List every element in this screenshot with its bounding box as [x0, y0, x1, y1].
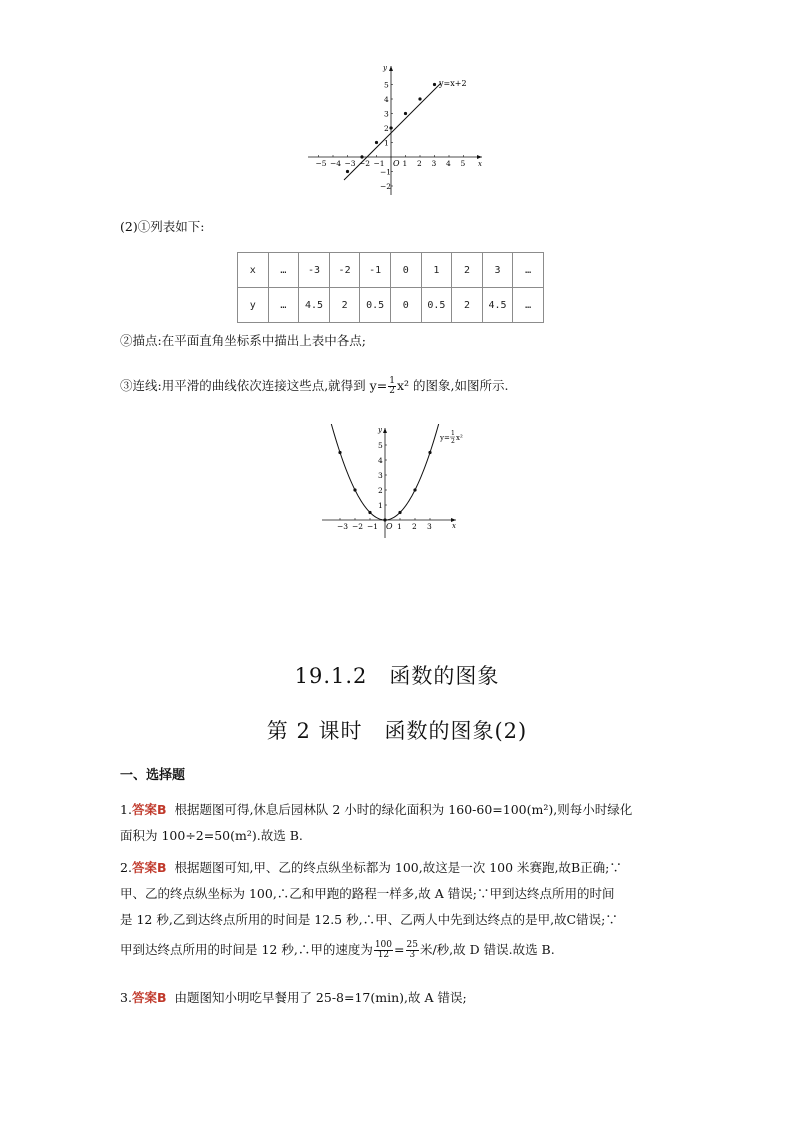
figure-parabola-graph	[316, 424, 466, 540]
table-cell: 2	[329, 288, 360, 323]
curve-label-prefix: y=	[440, 434, 450, 442]
heading-choice: 一、选择题	[120, 768, 186, 783]
answer-line: 甲、乙的终点纵坐标为 100,∴乙和甲跑的路程一样多,故 A 错误;∵甲到达终点所用的时间	[120, 886, 615, 901]
question-2-answer	[120, 855, 680, 963]
y-tick-label: 4	[384, 95, 389, 104]
table-cell: …	[268, 288, 299, 323]
question-number: 2.	[120, 860, 132, 875]
y-tick-label: 1	[378, 501, 383, 510]
table-cell: 0.5	[421, 288, 452, 323]
table-cell: …	[513, 288, 544, 323]
part2-intro: (2)①列表如下:	[120, 219, 205, 234]
y-axis-arrow-icon	[389, 66, 393, 71]
table-cell: 1	[421, 253, 452, 288]
section-title: 19.1.2 函数的图象	[294, 664, 500, 688]
y-axis-label: y	[383, 64, 387, 72]
x-axis-label: x	[478, 160, 482, 168]
plot-point	[433, 83, 436, 86]
y-tick-label: 5	[384, 80, 389, 90]
step3-prefix: ③连线:用平滑的曲线依次连接这些点,就得到 y=	[120, 378, 388, 393]
answer-text: 由题图知小明吃早餐用了 25-8=17(min),故 A 错误;	[174, 990, 467, 1005]
x-tick-label: 2	[417, 159, 422, 168]
y-tick-label: 5	[378, 441, 383, 450]
x-tick-label: −1	[373, 159, 385, 168]
y-axis-label: y	[378, 426, 382, 434]
fraction-one-half: $\frac{1}{2}$	[389, 376, 395, 396]
table-cell: -2	[329, 253, 360, 288]
answer-choice: B	[156, 990, 167, 1005]
y-tick-label: 3	[378, 471, 383, 480]
answer-tag: 答案	[131, 860, 157, 875]
step2-text: ②描点:在平面直角坐标系中描出上表中各点;	[120, 333, 366, 348]
table-cell: -1	[360, 253, 391, 288]
x-tick-label: 1	[397, 522, 402, 531]
plot-point	[368, 511, 371, 514]
x-tick-label: 1	[402, 159, 408, 168]
answer-choice: B	[156, 802, 167, 817]
figure-linear-graph	[300, 60, 500, 200]
lesson-title: 第 2 课时 函数的图象(2)	[266, 719, 528, 743]
x-axis-label: x	[452, 522, 456, 530]
answer-line	[120, 855, 680, 881]
answer-tag: 答案	[131, 802, 157, 817]
plot-point	[353, 488, 356, 491]
x-tick-label: −2	[359, 159, 371, 168]
fraction-100-over-12: $\frac{100}{12}$	[374, 940, 393, 960]
table-cell: 0.5	[360, 288, 391, 323]
answer-tag: 答案	[131, 990, 157, 1005]
x-tick-label: 3	[427, 522, 432, 531]
answer-line: 是 12 秒,乙到达终点所用的时间是 12.5 秒,∴甲、乙两人中先到达终点的是甲,故C错误;∵	[120, 912, 618, 927]
plot-point	[418, 97, 421, 100]
question-1-answer	[120, 797, 680, 849]
plot-point	[375, 141, 378, 144]
answer-choice: B	[156, 860, 167, 875]
plot-point	[338, 451, 341, 454]
table-cell: …	[268, 253, 299, 288]
origin-label: O	[386, 522, 393, 531]
table-cell: 3	[482, 253, 513, 288]
x-tick-label: −5	[315, 159, 327, 168]
x-tick-label: −1	[367, 522, 379, 531]
curve-label-suffix: x²	[456, 434, 463, 442]
x-axis-arrow-icon	[477, 155, 482, 159]
table-cell: y	[238, 288, 269, 323]
answer-line: 面积为 100÷2=50(m²).故选 B.	[120, 828, 303, 843]
question-3-answer	[120, 985, 680, 1011]
plot-point	[404, 112, 407, 115]
x-tick-label: 3	[431, 159, 437, 168]
question-number: 1.	[120, 802, 132, 817]
table-cell: …	[513, 253, 544, 288]
table-cell: 4.5	[299, 288, 330, 323]
y-tick-label: −2	[380, 182, 392, 191]
y-tick-label: 2	[378, 486, 383, 495]
table-row-y	[238, 288, 544, 323]
table-cell: 0	[390, 288, 421, 323]
table-cell: 2	[452, 288, 483, 323]
plot-point	[346, 170, 349, 173]
x-tick-label: 4	[446, 159, 451, 168]
answer-line: 甲到达终点所用的时间是 12 秒,∴甲的速度为 $\frac{100}{12}$ = $\frac{25}{3}$ 米/秒,故 D 错误.故选 B.	[120, 940, 555, 960]
table-cell: 2	[452, 253, 483, 288]
y-tick-label: −1	[380, 167, 392, 177]
x-tick-label: 2	[412, 522, 417, 531]
answer-line	[120, 797, 680, 823]
curve-label-num: 1	[451, 430, 455, 437]
x-tick-label: −3	[337, 522, 349, 531]
table-cell: -3	[299, 253, 330, 288]
x-tick-label: −4	[330, 159, 342, 168]
answer-text: 根据题图可得,休息后园林队 2 小时的绿化面积为 160-60=100(m²),则每小时绿化	[174, 802, 633, 817]
y-tick-label: 2	[384, 124, 389, 133]
table-cell: 4.5	[482, 288, 513, 323]
table-row-x	[238, 253, 544, 288]
fraction-25-over-3: $\frac{25}{3}$	[406, 940, 418, 960]
answer-text: 根据题图可知,甲、乙的终点纵坐标都为 100,故这是一次 100 米赛跑,故B正确;∵	[174, 860, 622, 875]
x-tick-label: −3	[344, 159, 356, 168]
plot-point	[398, 511, 401, 514]
question-number: 3.	[120, 990, 132, 1005]
step3-text	[120, 377, 508, 396]
x-tick-label: −2	[352, 522, 364, 531]
step3-suffix: x² 的图象,如图所示.	[396, 378, 509, 393]
y-tick-label: 4	[378, 456, 383, 465]
table-cell: 0	[390, 253, 421, 288]
curve-label-den: 2	[451, 438, 455, 445]
x-tick-label: 5	[460, 159, 466, 168]
y-tick-label: 3	[384, 109, 389, 119]
line-label: y=x+2	[439, 79, 467, 88]
answer-line	[120, 985, 680, 1011]
plot-point	[428, 451, 431, 454]
value-table	[237, 252, 544, 323]
table-cell: x	[238, 253, 269, 288]
y-tick-label: 1	[384, 138, 389, 148]
y-axis-arrow-icon	[383, 428, 387, 433]
origin-label: O	[393, 159, 400, 168]
plot-point	[413, 488, 416, 491]
